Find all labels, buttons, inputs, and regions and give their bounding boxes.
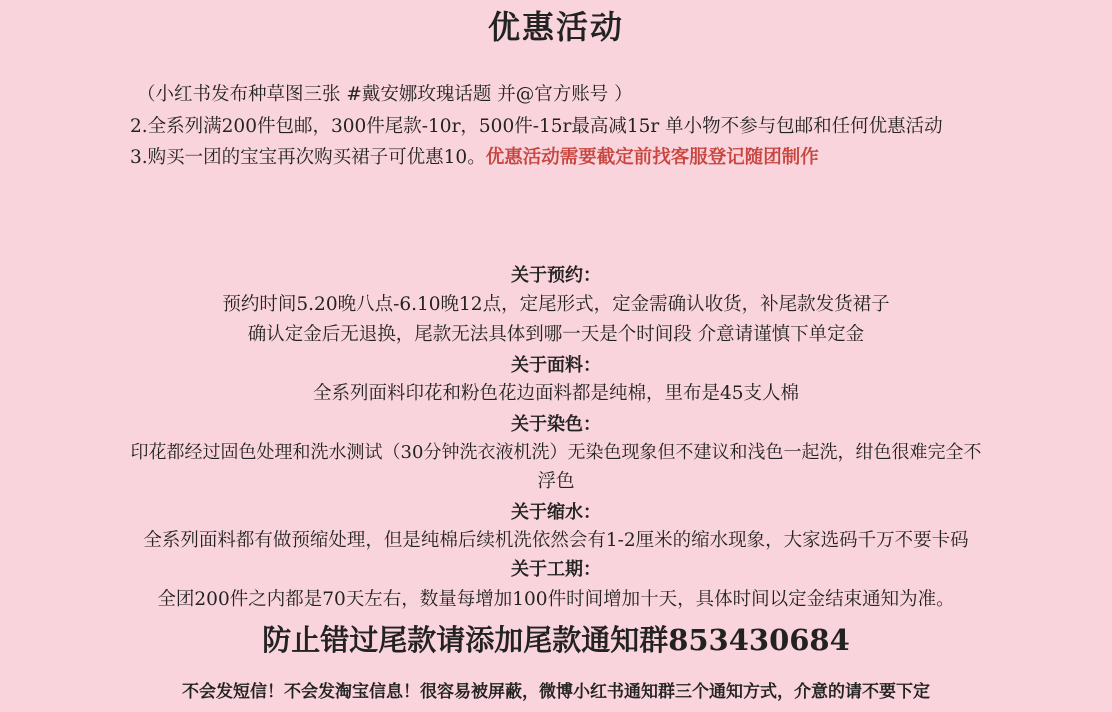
section-schedule-line-1: 全团200件之内都是70天左右，数量每增加100件时间增加十天，具体时间以定金结束通知为准。 [157, 589, 955, 610]
promo-line-3-text: 3.购买一团的宝宝再次购买裙子可优惠10。 [130, 147, 486, 168]
footer-warning: 不会发短信！不会发淘宝信息！很容易被屏蔽，微博小红书通知群三个通知方式，介意的请不要下定 [182, 682, 930, 702]
promo-line-3 [130, 143, 819, 173]
promo-line-1: （小红书发布种草图三张 #戴安娜玫瑰话题 并@官方账号 ） [137, 84, 633, 105]
section-dye-line-1: 印花都经过固色处理和洗水测试（30分钟洗衣液机洗）无染色现象但不建议和浅色一起洗，绀色很难完全不 [130, 442, 982, 463]
section-shrink-line-1: 全系列面料都有做预缩处理，但是纯棉后续机洗依然会有1-2厘米的缩水现象，大家选码千万不要卡码 [143, 530, 969, 551]
promo-line-2: 2.全系列满200件包邮，300件尾款-10r，500件-15r最高减15r 单小物不参与包邮和任何优惠活动 [130, 116, 943, 137]
promo-highlight: 优惠活动需要截定前找客服登记随团制作 [485, 147, 819, 168]
section-fabric-heading: 关于面料： [511, 355, 601, 376]
section-booking-line-1: 预约时间5.20晚八点-6.10晚12点，定尾形式，定金需确认收货，补尾款发货裙子 [222, 294, 890, 315]
notice-group-banner: 防止错过尾款请添加尾款通知群853430684 [262, 623, 850, 657]
section-fabric-line-1: 全系列面料印花和粉色花边面料都是纯棉，里布是45支人棉 [312, 383, 800, 404]
page-title: 优惠活动 [487, 8, 624, 46]
section-schedule-heading: 关于工期： [511, 559, 601, 580]
section-dye-line-2: 浮色 [537, 471, 575, 492]
section-shrink-heading: 关于缩水： [511, 502, 601, 523]
section-booking-heading: 关于预约： [511, 265, 601, 286]
section-booking-line-2: 确认定金后无退换，尾款无法具体到哪一天是个时间段 介意请谨慎下单定金 [247, 324, 865, 345]
section-dye-heading: 关于染色： [511, 414, 601, 435]
